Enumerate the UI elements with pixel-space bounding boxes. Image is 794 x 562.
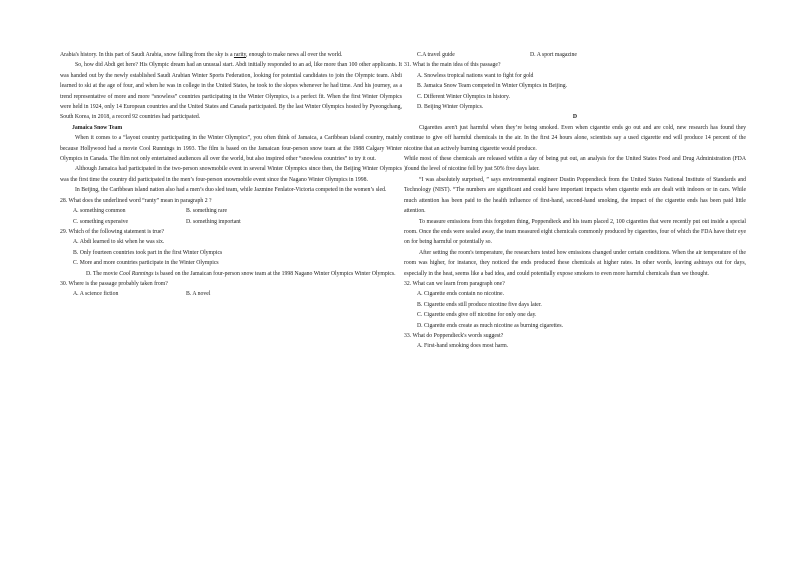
question-29: 29. Which of the following statement is true? [60, 228, 165, 235]
option-28b: B. something rare [186, 208, 228, 215]
question-28: 28. What does the underlined word “ranty” mean in paragraph 2 ? [60, 197, 212, 204]
passage-d-paragraph-4: To measure emissions from this forgotten thing, Poppendieck and his team placed 2, 100 cigarettes that were recently put out inside a special room. Once the ends were sealed away, the team measured eight chemicals commonly produced by cigarettes, four of which the FDA have their eye on for being harmful or potentially so. [404, 218, 746, 246]
section-heading-jamaica: Jamaica Snow Team [72, 124, 123, 131]
question-32: 32. What can we learn from paragraph one? [404, 280, 505, 287]
option-33a: A. First-hand smoking does most harm. [417, 343, 509, 350]
passage-d-paragraph-2: While most of these chemicals are released within a day of being put out, an analysis for the United States Food and Drug Administration (FDA )found the level of nicotine fell by just 50% five days later. [404, 156, 746, 173]
option-30b: B. A novel [186, 291, 211, 298]
option-32a: A. Cigarette ends contain no nicotine. [417, 291, 505, 298]
option-32b: B. Cigarette ends still produce nicotine five days later. [417, 301, 542, 308]
passage-c-paragraph-4: Although Jamaica had participated in the two-person snowmobile event in several Winter Olympics since then, the Beijing Winter Olympics was the first time the country did participated in the men’s four-person snowmobile event since the Nagano Winter Olympics in 1998. [60, 166, 402, 183]
passage-c-paragraph-1-end: Arabia's history. In this part of Saudi Arabia, snow falling from the sky is a rarity, enough to make news all over the world. [60, 52, 343, 58]
option-31c: C. Different Winter Olympics in history. [417, 93, 510, 100]
passage-c-paragraph-5: In Beijing, the Caribbean island nation also had a men’s duo sled team, while Jazmine Fenlator-Victoria competed in the women’s sled. [75, 187, 387, 194]
passage-d-paragraph-1: Cigarettes aren't just harmful when they’re being smoked. Even when cigarette ends go out and are cold, new research has found they continue to give off harmful chemicals in the air. In the first 24 hours alone, scientists say a used cigarette end will produce 14 percent of the nicotine that an actively burning cigarette would produce. [404, 124, 746, 152]
passage-c-paragraph-2: So, how did Abdi get here? His Olympic dream had an unusual start. Abdi initially responded to an ad, like more than 100 other applicants. It was handed out by the newly established Saudi Arabian Winter Sports Federation, looking for potential candidates to join the Olympic team. Abdi learned to ski at the age of four, and when he was in college in the United States, he took to the slopes whenever he had time. And his journey, as a trend representative of more and more “snowless” countries participating in the Winter Olympics, is a perfect fit. When the first Winter Olympics were held in 1924, only 14 European countries and the United States and Canada participated. By the last Winter Olympics hosted by Pyeongchang, South Korea, in 2018, a record 92 countries had participated. [60, 62, 402, 121]
option-32c: C. Cigarette ends give off nicotine for only one day. [417, 312, 537, 319]
option-28a: A. something common [73, 208, 126, 215]
question-30: 30. Where is the passage probably taken from? [60, 280, 168, 287]
option-32d: D. Cigarette ends create as much nicotine as burning cigarettes. [417, 322, 564, 329]
left-column [60, 50, 402, 300]
question-31: 31. What is the main idea of this passage? [404, 62, 501, 69]
right-column [404, 50, 746, 352]
option-30a: A. A science fiction [73, 291, 119, 298]
option-30d: D. A sport magazine [530, 52, 577, 58]
section-letter-d: D [572, 114, 578, 121]
option-29d [73, 269, 402, 279]
option-29a: A. Abdi learned to ski when he was six. [73, 239, 165, 246]
movie-title: Cool Runnings [119, 270, 154, 277]
passage-d-paragraph-5: After setting the room's temperature, the researchers tested how emissions changed under certain conditions. When the air temperature of the room was higher, for instance, they noticed the ends produced these chemicals at higher rates. In other words, leaving ashtrays out for days, especially in the heat, seems like a bad idea, and could potentially expose smokers to even more harmful chemicals than we thought. [404, 249, 746, 277]
question-33: 33. What do Poppendieck's words suggest? [404, 332, 504, 339]
option-29b: B. Only fourteen countries took part in the first Winter Olympics [73, 249, 223, 256]
question-28-options-row-1 [73, 206, 402, 216]
question-30-options-row-1 [73, 289, 402, 299]
underlined-word: rarity [233, 52, 247, 58]
option-28d: D. something important [186, 218, 241, 225]
option-29d-text-rest: is based on the Jamaican four-person snow team at the 1998 Nagano Winter Olympics Winter Olympics. [153, 270, 396, 277]
question-28-options-row-2 [73, 217, 402, 227]
option-28c: C. something expensive [73, 218, 129, 225]
passage-c-paragraph-3: When it comes to a “layout country participating in the Winter Olympics”, you often think of Jamaica, a Caribbean island country, mainly because Hollywood had a movie Cool Runnings in 1993. The film is based on the Jamaican four-person snow team at the 1988 Calgary Winter Olympics in Canada. The film not only entertained audiences all over the world, but also inspired other “snowless countries” to try it out. [60, 135, 402, 163]
option-31d: D. Beijing Winter Olympics. [417, 104, 484, 111]
option-29c: C. More and more countries participate in the Winter Olympics [73, 260, 219, 267]
question-30-options-row-2 [417, 50, 746, 60]
option-30c: C.A travel guide [417, 52, 455, 58]
option-31b: B. Jamaica Snow Team competed in Winter Olympics in Beijing. [417, 83, 568, 90]
passage-d-paragraph-3: “I was absolutely surprised, ” says environmental engineer Dustin Poppendieck from the United States National Institute of Standards and Technology (NIST). “The numbers are significant and could have important impacts when cigarette ends are dealt with indoors or in cars. While much attention has been paid to the health influence of first-hand, second-hand smoking, the impact of the cigarette ends has been paid little attention. [404, 176, 746, 215]
option-31a: A. Snowless tropical nations want to fight for gold [417, 72, 534, 79]
option-29d-text: D. The movie [86, 270, 120, 277]
